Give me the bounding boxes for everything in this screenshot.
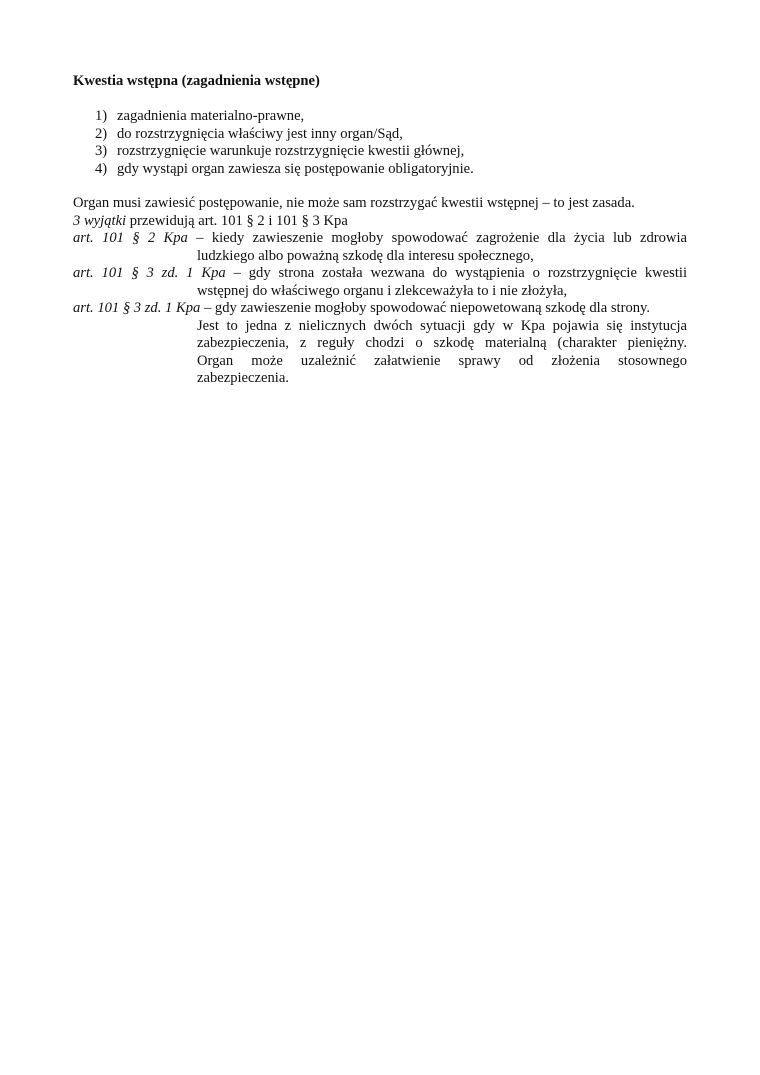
list-item [73, 126, 687, 144]
reference-continuation: zabezpieczenia. [197, 370, 289, 386]
exceptions-intro-rest: przewidują art. 101 § 2 i 101 § 3 Kpa [126, 212, 348, 229]
list-item [73, 143, 687, 161]
list-item [73, 108, 687, 126]
rule-paragraph [73, 195, 687, 388]
reference-first-line [73, 230, 687, 248]
conditions-list [73, 108, 687, 178]
list-item-text: gdy wystąpi organ zawiesza się postępowanie obligatoryjnie. [117, 160, 474, 177]
list-item-number: 4) [95, 160, 108, 177]
list-item-number: 2) [95, 125, 108, 142]
list-item-number: 3) [95, 143, 108, 159]
list-item-text: rozstrzygnięcie warunkuje rozstrzygnięcie kwestii głównej, [117, 143, 465, 159]
reference-citation: art. 101 § 3 zd. 1 Kpa [73, 265, 226, 281]
reference-continuation: ludzkiego albo poważną szkodę dla interesu społecznego, [197, 247, 534, 264]
reference-entry [73, 265, 687, 300]
reference-entry [73, 300, 687, 388]
reference-continuation: wstępnej do właściwego organu i zlekceważyła to i nie złożyła, [197, 282, 568, 299]
reference-continuation: zabezpieczenia, z reguły chodzi o szkodę materialną (charakter pieniężny. [197, 335, 687, 351]
document-body [73, 73, 687, 388]
rule-text: Organ musi zawiesić postępowanie, nie może sam rozstrzygać kwestii wstępnej – to jest zasada. [73, 195, 635, 211]
exceptions-intro-italic: 3 wyjątki [73, 212, 127, 229]
reference-text: – kiedy zawieszenie mogłoby spowodować zagrożenie dla życia lub zdrowia [187, 230, 687, 246]
reference-continuation: Organ może uzależnić załatwienie sprawy od złożenia stosownego [197, 352, 687, 369]
list-item-text: do rozstrzygnięcia właściwy jest inny organ/Sąd, [117, 125, 403, 142]
document-title: Kwestia wstępna (zagadnienia wstępne) [73, 73, 320, 89]
reference-first-line [73, 265, 687, 283]
list-item-text: zagadnienia materialno-prawne, [117, 108, 305, 124]
list-item [73, 161, 687, 179]
reference-citation: art. 101 § 2 Kpa [73, 230, 188, 246]
reference-text: – gdy zawieszenie mogłoby spowodować niepowetowaną szkodę dla strony. [200, 300, 651, 316]
reference-continuation: Jest to jedna z nielicznych dwóch sytuacji gdy w Kpa pojawia się instytucja [197, 317, 687, 334]
reference-citation: art. 101 § 3 zd. 1 Kpa [73, 300, 201, 316]
list-item-number: 1) [95, 108, 108, 124]
reference-text: – gdy strona została wezwana do wystąpienia o rozstrzygnięcie kwestii [225, 265, 688, 281]
exceptions-intro [73, 213, 687, 231]
reference-first-line [73, 300, 687, 318]
reference-entry [73, 230, 687, 265]
